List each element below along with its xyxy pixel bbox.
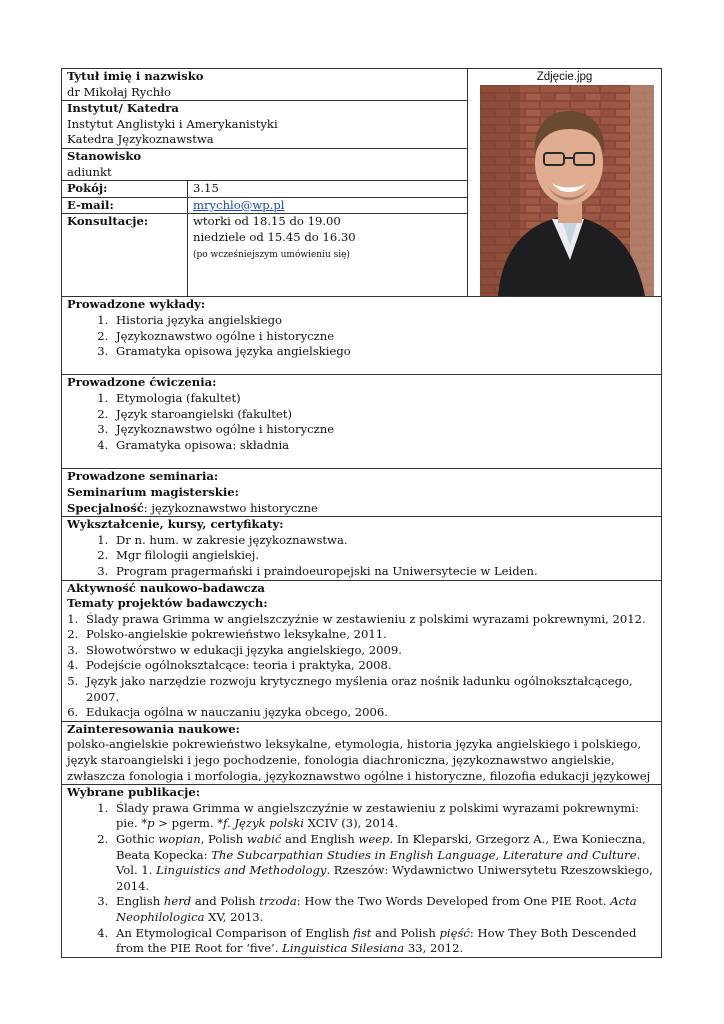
pub-text: : How They Both Descended from the PIE Root for ‘five’. — [116, 925, 637, 956]
research-list — [67, 612, 661, 721]
position-label: Stanowisko — [67, 148, 142, 163]
interests-text: polsko-angielskie pokrewieństwo leksykalne, etymologia, historia języka angielskiego i polskiego, język staroangielski i jego pochodzenie, fonologia diachroniczna, językoznawstwo angielskie, zwłaszcza fonologia i morfologia, językoznawstwo ogólne i historyczne, filozofia edukacji językowej — [67, 737, 651, 783]
pub-italic: pięść — [439, 925, 470, 940]
pub-text: In Kleparski, Grzegorz A., Ewa Konieczna, Beata Kopecka: — [116, 832, 646, 862]
pub-text: and English — [281, 832, 359, 846]
seminars-spec-value: : językoznawstwo historyczne — [143, 500, 318, 515]
lectures-list — [67, 313, 661, 360]
seminars-spec-label: Specjalność — [67, 500, 144, 515]
pub-italic: fist — [353, 925, 372, 940]
list-item: 2. Język staroangielski (fakultet) — [112, 407, 661, 423]
list-item: 3. Słowotwórstwo w edukacji języka angielskiego, 2009. — [82, 643, 661, 659]
pub-italic: The Subcarpathian Studies in English Language, Literature and Culture — [211, 847, 637, 862]
pub-italic: herd — [163, 894, 192, 909]
pub-italic: wopian — [158, 832, 201, 846]
publications-cell — [62, 785, 662, 958]
room-label-cell — [62, 181, 188, 198]
interests-cell — [62, 721, 662, 784]
pub-text: and Polish — [191, 894, 260, 909]
list-item: 6. Edukacja ogólna w nauczaniu języka obcego, 2006. — [82, 705, 661, 721]
pub-text: . Rzeszów: Wydawnictwo Uniwersytetu Rzeszowskiego, 2014. — [116, 863, 653, 893]
list-item: 5. Język jako narzędzie rozwoju krytycznego myślenia oraz nośnik ładunku ogólnokształcącego, 2007. — [82, 674, 661, 705]
list-item: 1. Etymologia (fakultet) — [112, 391, 661, 407]
seminars-cell — [62, 469, 662, 517]
consult-label-cell — [62, 214, 188, 297]
room-label: Pokój: — [67, 181, 108, 196]
photo-caption: Zdjęcie.jpg — [536, 71, 593, 83]
seminars-masters: Seminarium magisterskie: — [67, 484, 239, 499]
pub-italic: p — [147, 816, 155, 831]
publications-list — [67, 801, 661, 957]
pub-text: and Polish — [371, 925, 440, 940]
pub-text: An Etymological Comparison of English — [116, 925, 354, 940]
pub-italic: f. Język polski — [223, 816, 305, 831]
name-value: dr Mikołaj Rychło — [67, 84, 171, 99]
institute-cell — [62, 101, 468, 149]
pub-text: English — [116, 894, 164, 909]
position-value: adiunkt — [67, 164, 112, 179]
list-item: 2. Językoznawstwo ogólne i historyczne — [112, 329, 661, 345]
pub-italic: wabić — [246, 832, 282, 846]
pub-text: . Vol. 1. — [116, 847, 641, 878]
list-item: 2. Polsko-angielskie pokrewieństwo leksykalne, 2011. — [82, 627, 661, 643]
list-item: 3. Językoznawstwo ogólne i historyczne — [112, 422, 661, 438]
education-heading: Wykształcenie, kursy, certyfikaty: — [67, 517, 284, 532]
pub-italic: trzoda — [259, 894, 297, 909]
lectures-heading: Prowadzone wykłady: — [67, 297, 206, 312]
list-item: 1. Historia języka angielskiego — [112, 313, 661, 329]
position-cell — [62, 148, 468, 180]
exercises-heading: Prowadzone ćwiczenia: — [67, 375, 217, 390]
email-link[interactable]: mrychlo@wp.pl — [193, 197, 285, 212]
pub-italic: Acta Neophilologica — [116, 894, 637, 924]
list-item: 3. Gramatyka opisowa języka angielskiego — [112, 344, 661, 360]
pub-text: XCIV (3), 2014. — [304, 816, 399, 831]
pub-text: Ślady prawa Grimma w angielszczyźnie w zestawieniu z polskimi wyrazami pokrewnymi: pie. * — [116, 800, 640, 831]
consult-value-cell — [188, 214, 468, 297]
list-item: 3. Program pragermański i praindoeuropejski na Uniwersytecie w Leiden. — [112, 564, 661, 580]
document-page — [61, 68, 661, 958]
email-label-cell — [62, 197, 188, 214]
research-subheading: Tematy projektów badawczych: — [67, 596, 268, 611]
list-item: 1. Dr n. hum. w zakresie językoznawstwa. — [112, 533, 661, 549]
pub-text: Gothic — [116, 832, 159, 846]
institute-line-1: Instytut Anglistyki i Amerykanistyki — [67, 116, 278, 131]
institute-label: Instytut/ Katedra — [67, 101, 179, 116]
pub-text: > pgerm. * — [154, 816, 224, 831]
institute-line-2: Katedra Językoznawstwa — [67, 132, 214, 147]
list-item: 2. Mgr filologii angielskiej. — [112, 548, 661, 564]
pub-text: , Polish — [200, 832, 247, 846]
publication-item — [112, 926, 661, 957]
publication-item — [112, 801, 661, 832]
list-item: 1. Ślady prawa Grimma w angielszczyźnie w zestawieniu z polskimi wyrazami pokrewnymi, 2012. — [82, 612, 661, 628]
pub-text: : How the Two Words Developed from One PIE Root. — [296, 894, 611, 909]
education-list — [67, 533, 661, 580]
publications-heading: Wybrane publikacje: — [67, 785, 200, 800]
profile-table — [61, 68, 662, 958]
portrait-photo — [480, 85, 654, 296]
list-item: 4. Podejście ogólnokształcące: teoria i praktyka, 2008. — [82, 658, 661, 674]
name-label: Tytuł imię i nazwisko — [67, 69, 204, 83]
seminars-heading: Prowadzone seminaria: — [67, 469, 219, 484]
name-cell — [62, 69, 468, 101]
exercises-cell — [62, 375, 662, 469]
photo-cell — [468, 69, 662, 297]
publication-item — [112, 894, 661, 925]
pub-italic: Linguistics and Methodology — [156, 863, 327, 878]
lectures-cell — [62, 297, 662, 375]
publication-item — [112, 832, 661, 894]
consult-line-2: niedziele od 15.45 do 16.30 — [193, 229, 356, 244]
research-heading: Aktywność naukowo-badawcza — [67, 580, 265, 595]
email-value-cell — [188, 197, 468, 214]
pub-italic: weep. — [358, 832, 394, 846]
email-label: E-mail: — [67, 197, 114, 212]
consult-note: (po wcześniejszym umówieniu się) — [193, 249, 350, 260]
pub-text: XV, 2013. — [204, 909, 264, 924]
consult-label: Konsultacje: — [67, 214, 149, 229]
education-cell — [62, 517, 662, 580]
research-cell — [62, 580, 662, 721]
pub-italic: Linguistica Silesiana — [282, 941, 405, 956]
consult-line-1: wtorki od 18.15 do 19.00 — [193, 214, 341, 229]
room-value-cell — [188, 181, 468, 198]
exercises-list — [67, 391, 661, 453]
interests-heading: Zainteresowania naukowe: — [67, 721, 240, 736]
list-item: 4. Gramatyka opisowa: składnia — [112, 438, 661, 454]
pub-text: 33, 2012. — [404, 941, 464, 956]
room-value: 3.15 — [193, 181, 219, 196]
